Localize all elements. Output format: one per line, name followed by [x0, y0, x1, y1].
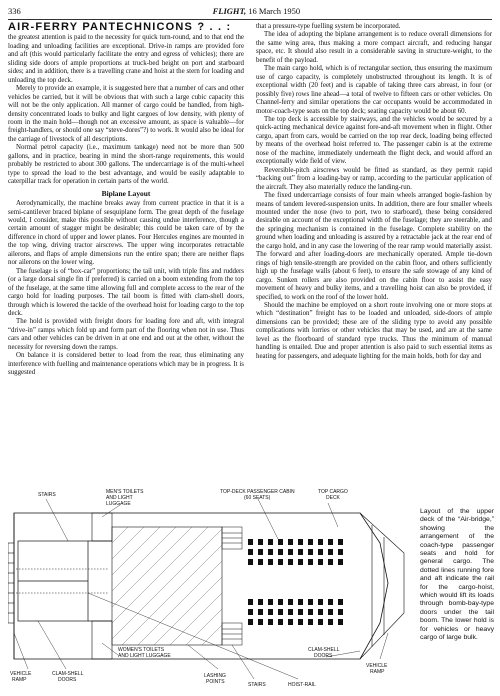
label-clam-shell-right: CLAM-SHELL DOORS [308, 647, 340, 659]
label-lashing-points: LASHING POINTS [204, 673, 226, 685]
paragraph: the greatest attention is paid to the necessity for quick turn-round, and to that end the loading and unloading facilities are exceptional. Drive-in ramps are provided fore and aft (this would particularly facilitate the entry and egress of vehicles); there are sliding side doors of ample proportions at truck-bed height on port and starboard sides; and in addition, there is a travelling crane and hoist at the stern for loading and unloading the top deck. [8, 34, 244, 84]
figure-caption: Layout of the upper deck of the “Air-bridge,” showing the arrangement of the coach-type passenger seats and hold for general cargo. The dotted lines running fore and aft indicate the rail for the cargo-hoist, which would lift its loads through bomb-bay-type doors under the tail boom. The lower hold is for vehicles or heavy cargo of large bulk. [420, 508, 494, 642]
label-mens-toilets: MEN'S TOILETS AND LIGHT LUGGAGE [106, 489, 144, 507]
paragraph: Normal petrol capacity (i.e., maximum tankage) need not be more than 500 gallons, and in practice, bearing in mind the short-range requirements, this would probably be restricted to about 300 gallons. The undercarriage is of the multi-wheel type to spread the load to the best advantage, and would be easily adaptable to caterpillar track for operation in certain parts of the world. [8, 144, 244, 186]
article-title: AIR-FERRY PANTECHNICONS ? . . : [8, 21, 232, 33]
paragraph: On balance it is considered better to load from the rear, thus eliminating any interference with fuelling and maintenance operations which may be in progress. It is suggested [8, 352, 244, 377]
label-passenger-cabin: TOP-DECK PASSENGER CABIN (60 SEATS) [220, 489, 295, 501]
publication-line [213, 6, 301, 16]
page-header [8, 4, 492, 18]
right-column [256, 23, 492, 361]
section-heading: Biplane Layout [101, 188, 151, 198]
deck-layout-diagram [8, 483, 412, 691]
header-rule [8, 19, 492, 20]
label-vehicle-ramp-left: VEHICLE RAMP [10, 671, 32, 683]
page-number: 336 [8, 6, 21, 16]
paragraph: Merely to provide an example, it is suggested here that a number of cars and other vehicles be carried, but it will be obvious that with such a large cubic capacity this will not be the only application. All manner of cargo could be handled, from high-density concentrated loads to bulky and light cargoes of low density, with plenty of room in the main hold—though not an excessive amount, as space is valuable—for freight-handlers, or should one say “steve-dores”?) to work. It would also be ideal for the carriage of livestock of all descriptions. [8, 85, 244, 143]
label-clam-shell-left: CLAM-SHELL DOORS [52, 671, 84, 683]
label-vehicle-ramp-right: VEHICLE RAMP [366, 663, 388, 675]
paragraph: The fixed undercarriage consists of four main wheels arranged bogie-fashion by means of tandem levered-suspension units. In addition, there are four smaller wheels mounted under the nose (two to port, two to starboard), these being considered desirable on account of the exceptional width of the fuselage; they are steerable, and the springing mechanism is contained in the fuselage. Complete stability on the ground when loading and unloading is assured by a retractable jack at the rear end of the cargo hold, and in any case the lowering of the rear ramp would materially assist. The forward and after loading-doors are mechanically operated. Ample tie-down rings of high tensile-strength are provided on the cabin floor, and others sufficiently high up the fuselage walls (about 6 feet), to ensure the safe stowage of any kind of cargo. Sunken rollers are also provided on the cabin floor to assist the easy movement of heavy and bulky items, and a travelling hoist can also be provided, if specified, to work on the roof of the lower hold. [256, 192, 492, 301]
label-stairs-bottom: STAIRS [248, 682, 266, 688]
paragraph: Should the machine be employed on a short route involving one or more stops at which “destination” freight has to be loaded and unloaded, side-doors of ample dimensions can be provided; these are of the sliding type to avoid any possible complications with lorries or other vehicles that may be used, and are at the same level as the floorboard of standard type trucks. Thus the minimum of manual handling is entailed. Due and proper attention is also paid to such essential items as heating for passengers, and adequate lighting for the main holds, both for day and [256, 301, 492, 360]
paragraph: The hold is provided with freight doors for loading fore and aft, with integral “drive-in” ramps which fold up and form part of the flooring when not in use. Thus cars and other vehicles can be driven in at one end and out at the other, without the necessity for reversing down the ramps. [8, 318, 244, 351]
label-womens-toilets: WOMEN'S TOILETS AND LIGHT LUGGAGE [118, 647, 171, 659]
paragraph: that a pressure-type fuelling system be incorporated. [256, 23, 401, 30]
paragraph: The main cargo hold, which is of rectangular section, thus ensuring the maximum use of cargo capacity, is completely unobstructed throughout its length. It is of exceptional width (20 feet) and is capable of taking three cars abreast, in four (or possibly five) rows line ahead—a total of twelve to fifteen cars or other vehicles. On Channel-ferry and similar operations the car occupants would be accommodated in motor-coach-type seats on the top deck; seating capacity would be about 60. [256, 65, 492, 115]
left-column [8, 23, 244, 378]
label-stairs-top: STAIRS [38, 492, 56, 498]
paragraph: Reversible-pitch airscrews would be fitted as standard, as they permit rapid “backing out” from a loading-bay or ramp, according to the particular application of the aircraft. They also materially reduce the landing-run. [256, 166, 492, 191]
publication-name: FLIGHT, [212, 6, 247, 16]
label-hoist-rail: HOIST-RAIL [288, 682, 316, 688]
paragraph: Aerodynamically, the machine breaks away from current practice in that it is a semi-cantilever braced biplane of sesquiplane form. The great depth of the fuselage would, I consider, make this possible without causing undue interference, though a certain amount of stagger might be desirable; this could be taken care of by the difference in chord of upper and lower planes. Four Hercules engines are mounted in the top wing, driving tractor airscrews. The upper wing incorporates retractable ailerons, and flaps of ample dimensions run the entire span; there are neither flaps nor ailerons on the lower wing. [8, 200, 244, 267]
paragraph: The fuselage is of “box-car” proportions; the tail unit, with triple fins and rudders (or a large dorsal single fin if preferred) is carried on a boom extending from the top of the fuselage, at the same time allowing full and complete access to the rear of the cargo hold for loading purposes. The tail boom is fitted with clam-shell doors, through which is lowered the tackle of the overhead hoist for loading cargo to the top deck. [8, 267, 244, 317]
issue-date: 16 March 1950 [248, 6, 301, 16]
label-top-cargo: TOP CARGO DECK [318, 489, 348, 501]
paragraph: The idea of adopting the biplane arrangement is to reduce overall dimensions for the same wing area, thus making a more compact aircraft, and reducing hangar space, etc. It should also result in a considerable saving in structure-weight, to the benefit of the payload. [256, 31, 492, 64]
paragraph: The top deck is accessible by stairways, and the vehicles would be secured by a quick-acting mechanical device against fore-and-aft movement when in flight. Other cargo, apart from cars, would be carried on the top rear deck, loading being effected by means of the overhead hoist referred to. The passenger cabin is at the extreme nose of the machine, immediately underneath the flight deck, and would afford an exceptionally wide field of view. [256, 115, 492, 166]
